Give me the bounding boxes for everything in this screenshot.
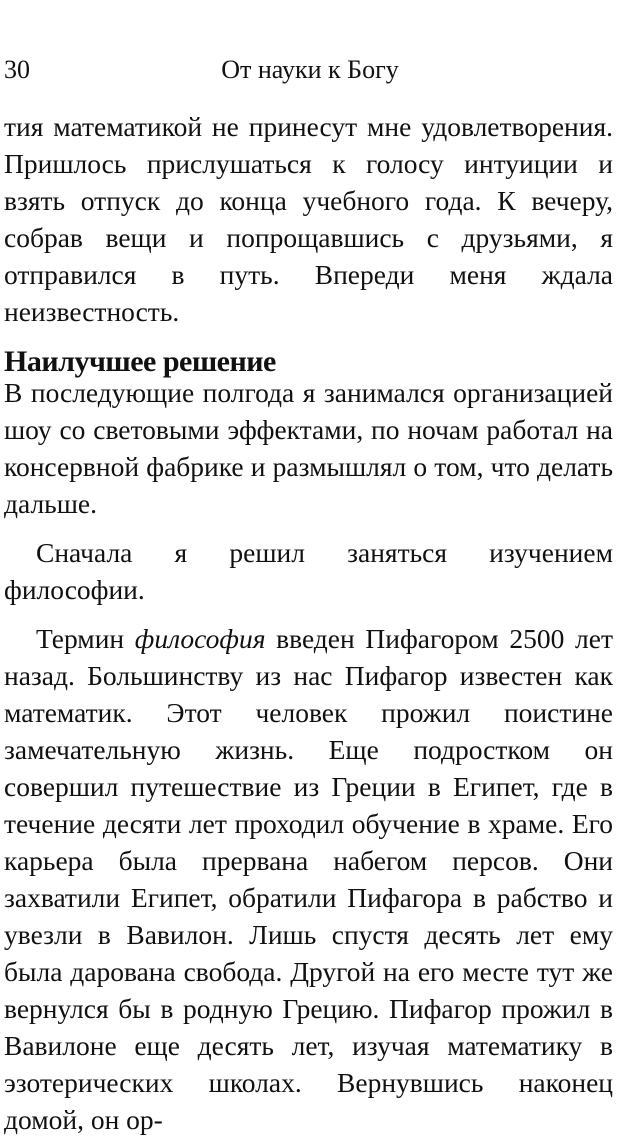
- section-heading: Наилучшее решение: [4, 344, 276, 378]
- page-number: 30: [4, 55, 30, 84]
- section-body: [4, 374, 613, 1138]
- running-title: От науки к Богу: [221, 55, 399, 84]
- running-header: [4, 52, 616, 88]
- italic-term: философия: [134, 623, 266, 654]
- paragraph-3-rest: введен Пифагором 2500 лет назад. Большинству из нас Пифагор известен как математик. Этот человек прожил поистине замечательную жизнь. Еще подростком он совершил путешествие из Греции в Египет, где в течение десяти лет проходил обучение в храме. Его карьера была прервана набегом персов. Они захватили Египет, обратили Пифагора в рабство и увезли в Вавилон. Лишь спустя десять лет ему была дарована свобода. Другой на его месте тут же вернулся бы в родную Грецию. Пифагор прожил в Вавилоне еще десять лет, изучая математику в эзотерических школах. Вернувшись наконец домой, он ор-: [4, 623, 613, 1135]
- continuation-paragraph-block: [4, 108, 613, 330]
- paragraph-1: В последующие полгода я занимался организацией шоу со световыми эффектами, по ночам работал на консервной фабрике и размышлял о том, что делать дальше.: [4, 377, 613, 519]
- paragraph-2: Сначала я решил заняться изучением философии.: [4, 537, 613, 605]
- paragraph-3: [4, 620, 613, 1138]
- continuation-paragraph: тия математикой не принесут мне удовлетворения. Пришлось прислушаться к голосу интуиции и взять отпуск до конца учебного года. К вечеру, собрав вещи и попрощавшись с друзьями, я отправился в путь. Впереди меня ждала неизвестность.: [4, 111, 613, 327]
- paragraph-3-start: Термин: [36, 623, 135, 654]
